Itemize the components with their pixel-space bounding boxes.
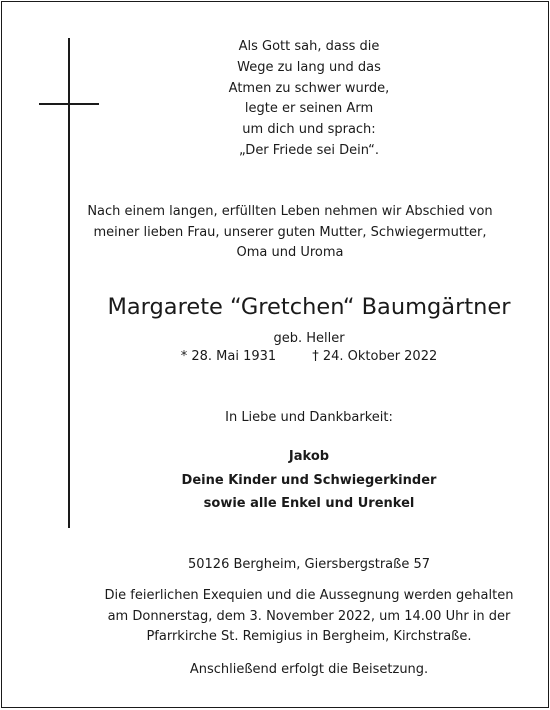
death-date: † 24. Oktober 2022 — [312, 349, 438, 364]
signer-line: Deine Kinder und Schwiegerkinder — [181, 472, 437, 488]
service-line: Pfarrkirche St. Remigius in Bergheim, Kirchstraße. — [146, 629, 472, 644]
signers — [35, 445, 550, 516]
poem-line: Atmen zu schwer wurde, — [228, 80, 390, 96]
poem-line: Als Gott sah, dass die — [238, 39, 380, 54]
birth-name: geb. Heller — [273, 331, 345, 346]
intro-line: meiner lieben Frau, unserer guten Mutter, Schwiegermutter, — [93, 224, 487, 240]
burial-note: Anschließend erfolgt die Beisetzung. — [189, 662, 429, 677]
address: 50126 Bergheim, Giersbergstraße 57 — [187, 557, 430, 572]
thanks-line: In Liebe und Dankbarkeit: — [225, 410, 393, 425]
intro-line: Nach einem langen, erfüllten Leben nehmen wir Abschied von — [87, 204, 493, 219]
deceased-name: Margarete “Gretchen“ Baumgärtner — [107, 294, 511, 320]
signer-line: Jakob — [288, 449, 330, 464]
service-line: Die feierlichen Exequien und die Aussegnung werden gehalten — [104, 588, 514, 603]
service-line: am Donnerstag, dem 3. November 2022, um 14.00 Uhr in der — [107, 608, 511, 624]
poem — [35, 37, 550, 162]
intro-line: Oma und Uroma — [236, 245, 344, 260]
poem-line: legte er seinen Arm — [244, 101, 374, 117]
birth-date: * 28. Mai 1931 — [180, 349, 277, 364]
poem-line: „Der Friede sei Dein“. — [239, 142, 379, 158]
obituary-notice — [1, 1, 549, 708]
service-details — [35, 586, 550, 648]
poem-line: Wege zu lang und das — [237, 59, 381, 75]
signer-line: sowie alle Enkel und Urenkel — [203, 496, 415, 511]
life-dates — [35, 347, 550, 367]
intro-text — [16, 202, 550, 264]
poem-line: um dich und sprach: — [242, 122, 376, 138]
